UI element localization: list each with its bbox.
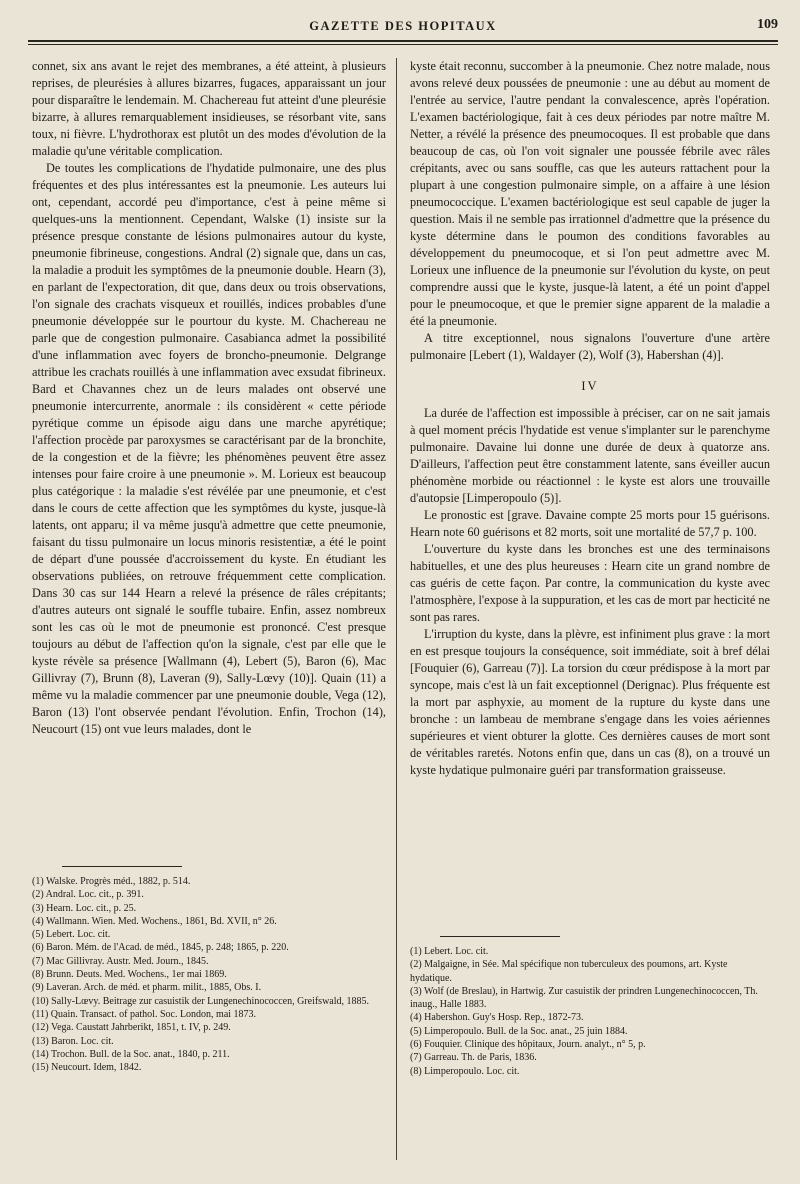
footnote: (1) Lebert. Loc. cit. — [410, 946, 489, 957]
footnote: (10) Sally-Lœvy. Beitrage zur casuistik der Lungenechinococcen, Greifswald, 1885. — [32, 995, 370, 1007]
footnote-rule — [440, 936, 560, 937]
paragraph: kyste était reconnu, succomber à la pneumonie. Chez notre malade, nous avons relevé deux poussées de pneumonie : une au début au moment de l'entrée au service, l'autre pendant la convalescence, après l'opération. L'examen bactériologique, fait à ces deux périodes par notre maître M. Netter, a révélé la présence des pneumocoques. Il est probable que dans beaucoup de cas, où l'on voit signaler une poussée fébrile avec râles crépitants, avec ou sans souffle, cas que les auteurs rattachent pour la plupart à une congestion pulmonaire simple, on a affaire à une lésion pneumococcique. L'examen bactériologique est seul capable de juger la question. Mais il ne semble pas irrationnel d'admettre que la présence du kyste détermine dans le poumon des conditions favorables au développement du pneumocoque, et si l'on peut admettre avec M. Lorieux une influence de la pneumonie sur l'évolution du kyste, on peut comprendre aussi que le kyste, jusque-là latent, a été un point d'appel pour le pneumocoque, et que le premier signe apparent de la maladie a été la pneumonie. — [410, 59, 770, 328]
footnote: (11) Quain. Transact. of pathol. Soc. London, mai 1873. — [32, 1008, 257, 1020]
paragraph: connet, six ans avant le rejet des membranes, a été atteint, à plusieurs reprises, de pleurésies à allures bizarres, fugaces, apparaissant un jour pour disparaître le lendemain. M. Chachereau fut atteint d'une pleurésie bizarre, à allures remarquablement insidieuses, se résorbant vite, sans toux, ni fièvre. L'hydrothorax est plutôt un des modes d'évolution de la maladie qu'une véritable complication. — [32, 59, 386, 158]
footnote: (6) Fouquier. Clinique des hôpitaux, Journ. analyt., n° 5, p. — [410, 1039, 646, 1051]
footnote: (6) Baron. Mém. de l'Acad. de méd., 1845, p. 248; 1865, p. 220. — [32, 942, 289, 954]
footnote: (4) Habershon. Guy's Hosp. Rep., 1872-73. — [410, 1012, 584, 1024]
footnote: (7) Garreau. Th. de Paris, 1836. — [410, 1052, 537, 1064]
footnote: (14) Trochon. Bull. de la Soc. anat., 1840, p. 211. — [32, 1048, 230, 1060]
footnote: (15) Neucourt. Idem, 1842. — [32, 1062, 142, 1074]
paragraph: L'ouverture du kyste dans les bronches est une des terminaisons habituelles, et une des plus heureuses : Hearn cite un grand nombre de cas guéris de cette façon. Par contre, la communication du kyste avec l'atmosphère, l'expose à la suppuration, et les cas de mort par hecticité ne sont pas rares. — [410, 542, 770, 624]
column-separator — [396, 58, 397, 1160]
footnote: (3) Hearn. Loc. cit., p. 25. — [32, 902, 137, 914]
footnote: (2) Malgaigne, in Sée. Mal spécifique non tuberculeux des poumons, art. Kyste hydatique. — [410, 959, 728, 984]
paragraph: De toutes les complications de l'hydatide pulmonaire, une des plus fréquentes et des plus intéressantes est la pneumonie. Les auteurs lui ont, cependant, accordé peu d'importance, c'est à peine même si quelques-uns la mentionnent. Cependant, Walske (1) insiste sur la présence presque constante de lésions pulmonaires autour du kyste, pneumonie fibrineuse, congestions. Andral (2) signale que, dans un cas, la maladie a produit les symptômes de la pneumonie double. Hearn (3), en parlant de l'expectoration, dit que, dans deux ou trois observations, l'on signale des crachats visqueux et rouillés, indices probables d'une pneumonie développée sur le pourtour du kyste. M. Chachereau ne parle que de congestion pulmonaire. Casabianca admet la possibilité d'une inflammation avec foyers de broncho-pneumonie. Delgrange attribue les crachats rouillés à une inflammation avec exsudat fibrineux. Bard et Chavannes chez un de leurs malades ont observé une pneumonie intercurrente, anormale : ils considèrent « cette période pyrétique comme un épisode aigu dans une marche apyrétique; l'affection procède par paroxysmes se caractérisant par de la bronchite, de la congestion et de la fièvre; les phénomènes peuvent être assez intenses pour faire croire à une pneumonie ». M. Lorieux est beaucoup plus catégorique : la maladie s'est révélée par une pneumonie, et c'est dans le cours de cette affection que les symptômes du kyste, jusque-là latents, ont apparu; il va même jusqu'à admettre que cette pneumonie, faisant du tissu pulmonaire un locus minoris resistentiæ, a été le point de départ d'une poussée d'accroissement du kyste. En étudiant les observations publiées, on retrouve fréquemment cette complication. Dans 30 cas sur 144 Hearn a relevé la présence de râles crépitants; d'autres auteurs ont signalé le souffle tubaire. Enfin, assez nombreux sont les cas où le mot de pneumonie est prononcé. C'est presque toujours au début de l'affection qu'on la signale, c'est par elle que le kyste révèle sa présence [Wallmann (4), Lebert (5), Baron (6), Mac Gillivray (7), Brunn (8), Laveran (9), Sally-Lœvy (10)]. Quain (11) a même vu la maladie commencer par une pneumonie double, Vega (12), Baron (13) l'ont observée pendant l'évolution. Enfin, Trochon (14), Neucourt (15) ont vue leurs malades, dont le — [32, 161, 386, 736]
page-header — [28, 16, 778, 38]
footnote: (7) Mac Gillivray. Austr. Med. Journ., 1845. — [32, 955, 209, 967]
page-number: 109 — [757, 17, 778, 32]
footnote-rule — [62, 866, 182, 867]
left-column — [32, 58, 386, 738]
footnote: (8) Brunn. Deuts. Med. Wochens., 1er mai 1869. — [32, 969, 227, 981]
footnote: (12) Vega. Caustatt Jahrberikt, 1851, t. IV, p. 249. — [32, 1022, 231, 1034]
header-rule — [28, 40, 778, 42]
paragraph: La durée de l'affection est impossible à préciser, car on ne sait jamais à quel moment précis l'hydatide est venue s'implanter sur le parenchyme pulmonaire. Davaine lui donne une durée de deux à quatorze ans. D'ailleurs, l'affection peut être constamment latente, sans éveiller aucun phénomène morbide ou réactionnel : le kyste est alors une trouvaille d'autopsie [Limperopoulo (5)]. — [410, 406, 770, 505]
footnote: (3) Wolf (de Breslau), in Hartwig. Zur casuistik der prindren Lungenechinococcen, Th. inaug., Halle 1883. — [410, 985, 758, 1011]
footnote: (4) Wallmann. Wien. Med. Wochens., 1861, Bd. XVII, n° 26. — [32, 915, 277, 927]
footnote: (5) Limperopoulo. Bull. de la Soc. anat., 25 juin 1884. — [410, 1025, 628, 1037]
footnote: (8) Limperopoulo. Loc. cit. — [410, 1065, 520, 1077]
header-rule-thin — [28, 44, 778, 45]
footnote: (5) Lebert. Loc. cit. — [32, 929, 111, 941]
footnote: (2) Andral. Loc. cit., p. 391. — [32, 889, 144, 901]
journal-title: GAZETTE DES HOPITAUX — [309, 19, 497, 33]
paragraph: L'irruption du kyste, dans la plèvre, est infiniment plus grave : la mort en est presque toujours la conséquence, soit immédiate, soit à bref délai [Fouquier (6), Garreau (7)]. La torsion du cœur prédispose à la mort par syncope, mais c'est là un fait exceptionnel (Derignac). Plus fréquente est la mort par asphyxie, au moment de la rupture du kyste dans une bronche : un lambeau de membrane s'engage dans les voies aériennes supérieures et vient obturer la glotte. Ces dernières causes de mort sont de véritables raretés. Notons enfin que, dans un cas (8), on a trouvé un kyste hydatique pulmonaire guéri par transformation graisseuse. — [410, 627, 770, 777]
footnote: (1) Walske. Progrès méd., 1882, p. 514. — [32, 876, 191, 887]
footnote: (13) Baron. Loc. cit. — [32, 1035, 114, 1047]
right-column — [410, 58, 770, 779]
paragraph: A titre exceptionnel, nous signalons l'ouverture d'une artère pulmonaire [Lebert (1), Waldayer (2), Wolf (3), Habershan (4)]. — [410, 331, 770, 362]
left-footnotes — [32, 866, 386, 1074]
footnote: (9) Laveran. Arch. de méd. et pharm. milit., 1885, Obs. I. — [32, 982, 262, 994]
section-heading: IV — [581, 379, 599, 393]
right-footnotes — [410, 936, 770, 1078]
paragraph: Le pronostic est [grave. Davaine compte 25 morts pour 15 guérisons. Hearn note 60 guérisons et 82 morts, soit une mortalité de 57,7 p. 100. — [410, 508, 770, 539]
